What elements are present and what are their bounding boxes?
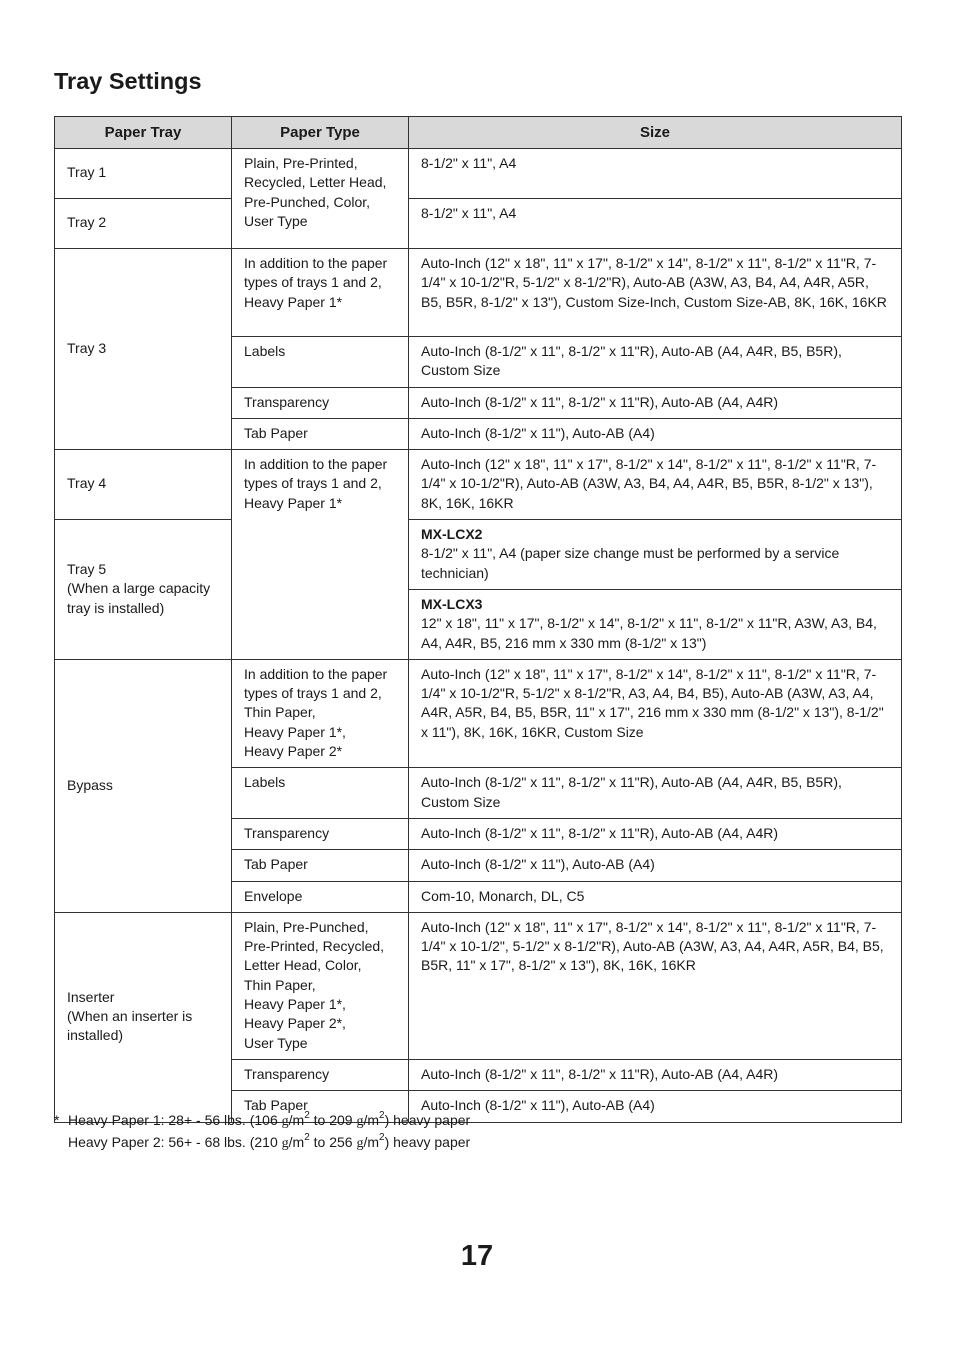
- footnote-line: [54, 1110, 470, 1132]
- type-line: In addition to the paper types of trays 1 and 2,: [244, 665, 388, 702]
- table-row: [55, 912, 902, 1059]
- table-row: [55, 659, 902, 767]
- type-line: Heavy Paper 1*,: [244, 996, 346, 1013]
- type-cell: [232, 659, 409, 767]
- footnote-part: to 209: [309, 1112, 357, 1128]
- unit-m: /m: [288, 1134, 305, 1150]
- unit-exponent: 2: [304, 1132, 310, 1144]
- type-cell: Transparency: [232, 1059, 409, 1090]
- footnote: [54, 1110, 470, 1154]
- size-cell: Com-10, Monarch, DL, C5: [409, 881, 902, 912]
- header-paper-tray: Paper Tray: [55, 117, 232, 149]
- header-paper-type: Paper Type: [232, 117, 409, 149]
- table-row: [55, 450, 902, 520]
- type-cell: Tab Paper: [232, 1091, 409, 1122]
- unit-g: g: [356, 1114, 364, 1129]
- tray-condition: (When an inserter is installed): [67, 1008, 193, 1044]
- unit-exponent: 2: [379, 1110, 385, 1122]
- size-text: 8-1/2" x 11", A4 (paper size change must be performed by a service technician): [421, 545, 840, 581]
- footnote-indent: [54, 1132, 68, 1154]
- tray-label: Tray 5: [67, 561, 107, 578]
- table-row: [55, 199, 902, 249]
- size-cell: Auto-Inch (12" x 18", 11" x 17", 8-1/2" x 14", 8-1/2" x 11", 8-1/2" x 11"R, 7-1/4" x 10-1/2"R, 5-1/2" x 8-1/2"R, A3, A4, B4, B5), Auto-AB (A3W, A3, A4, A4R, A5R, B4, B5, B5R, 11" x 17", 216 mm x 330 mm (8-1/2" x 13"), 8-1/2" x 11"), 8K, 16K, 16KR, Custom Size: [409, 659, 902, 767]
- type-line: User Type: [244, 1034, 308, 1051]
- footnote-part: Heavy Paper 1: 28+ - 56 lbs. (106: [68, 1112, 282, 1128]
- size-cell: Auto-Inch (12" x 18", 11" x 17", 8-1/2" x 14", 8-1/2" x 11", 8-1/2" x 11"R, 7-1/4" x 10-1/2"R, 5-1/2" x 8-1/2"R), Auto-AB (A3W, A3, B4, A4, A4R, A5R, B5, B5R, 8-1/2" x 13"), Custom Size-Inch, Custom Size-AB, 8K, 16K, 16KR: [409, 249, 902, 337]
- type-line: Thin Paper,: [244, 704, 316, 721]
- type-cell: Transparency: [232, 818, 409, 849]
- table-row: [55, 149, 902, 199]
- table-row: [55, 249, 902, 337]
- tray-cell: Tray 3: [55, 249, 232, 450]
- size-cell: Auto-Inch (12" x 18", 11" x 17", 8-1/2" x 14", 8-1/2" x 11", 8-1/2" x 11"R, 7-1/4" x 10-1/2", 5-1/2" x 8-1/2"R), Auto-AB (A3W, A3, A4, A4R, A5R, B4, B5, B5R, 11" x 17", 8-1/2" x 13"), 8K, 16K, 16KR: [409, 912, 902, 1059]
- type-cell: In addition to the paper types of trays 1 and 2, Heavy Paper 1*: [232, 249, 409, 337]
- unit-m: /m: [363, 1134, 380, 1150]
- tray-cell: Bypass: [55, 659, 232, 912]
- size-cell: 8-1/2" x 11", A4: [409, 149, 902, 199]
- unit-g: g: [281, 1114, 289, 1129]
- tray-cell: Tray 4: [55, 450, 232, 520]
- size-cell: Auto-Inch (12" x 18", 11" x 17", 8-1/2" x 14", 8-1/2" x 11", 8-1/2" x 11"R, 7-1/4" x 10-1/2"R), Auto-AB (A3W, A3, B4, A4, A4R, B5, B5R, 8-1/2" x 13"), 8K, 16K, 16KR: [409, 450, 902, 520]
- tray-cell: Tray 1: [55, 149, 232, 199]
- model-label: MX-LCX2: [421, 526, 483, 543]
- tray-settings-table: [54, 116, 902, 1123]
- unit-exponent: 2: [379, 1132, 385, 1144]
- type-cell: Transparency: [232, 387, 409, 418]
- size-cell: Auto-Inch (8-1/2" x 11"), Auto-AB (A4): [409, 418, 902, 449]
- tray-condition: (When a large capacity tray is installed): [67, 580, 211, 616]
- footnote-part: ) heavy paper: [384, 1112, 471, 1128]
- type-cell: Tab Paper: [232, 850, 409, 881]
- type-cell: In addition to the paper types of trays 1 and 2, Heavy Paper 1*: [232, 450, 409, 660]
- size-cell: Auto-Inch (8-1/2" x 11", 8-1/2" x 11"R), Auto-AB (A4, A4R, B5, B5R), Custom Size: [409, 768, 902, 819]
- footnote-mark: *: [54, 1112, 60, 1128]
- model-label: MX-LCX3: [421, 595, 483, 612]
- table-header-row: [55, 117, 902, 149]
- footnote-text: [68, 1132, 470, 1154]
- footnote-line: [54, 1132, 470, 1154]
- tray-cell: [55, 912, 232, 1122]
- type-cell: [232, 912, 409, 1059]
- page-title: Tray Settings: [54, 68, 202, 94]
- size-cell: Auto-Inch (8-1/2" x 11", 8-1/2" x 11"R), Auto-AB (A4, A4R): [409, 1059, 902, 1090]
- type-cell: Envelope: [232, 881, 409, 912]
- type-line: Heavy Paper 2*: [244, 743, 343, 760]
- type-cell: Plain, Pre-Printed, Recycled, Letter Head, Pre-Punched, Color, User Type: [232, 149, 409, 249]
- size-cell: [409, 520, 902, 590]
- table-row: [55, 520, 902, 590]
- size-cell: [409, 589, 902, 659]
- size-cell: 8-1/2" x 11", A4: [409, 199, 902, 249]
- size-cell: Auto-Inch (8-1/2" x 11"), Auto-AB (A4): [409, 850, 902, 881]
- unit-g: g: [356, 1136, 364, 1151]
- type-cell: Labels: [232, 337, 409, 388]
- type-cell: Tab Paper: [232, 418, 409, 449]
- type-cell: Labels: [232, 768, 409, 819]
- unit-m: /m: [288, 1112, 305, 1128]
- unit-m: /m: [363, 1112, 380, 1128]
- footnote-part: to 256: [309, 1134, 357, 1150]
- size-cell: Auto-Inch (8-1/2" x 11", 8-1/2" x 11"R), Auto-AB (A4, A4R, B5, B5R), Custom Size: [409, 337, 902, 388]
- footnote-part: Heavy Paper 2: 56+ - 68 lbs. (210: [68, 1134, 282, 1150]
- type-line: Plain, Pre-Punched, Pre-Printed, Recycled, Letter Head, Color,: [244, 918, 385, 974]
- tray-label: Inserter: [67, 988, 115, 1005]
- size-cell: Auto-Inch (8-1/2" x 11", 8-1/2" x 11"R), Auto-AB (A4, A4R): [409, 818, 902, 849]
- tray-cell: Tray 2: [55, 199, 232, 249]
- type-line: Heavy Paper 2*,: [244, 1015, 346, 1032]
- size-cell: Auto-Inch (8-1/2" x 11"), Auto-AB (A4): [409, 1091, 902, 1122]
- header-size: Size: [409, 117, 902, 149]
- size-cell: Auto-Inch (8-1/2" x 11", 8-1/2" x 11"R), Auto-AB (A4, A4R): [409, 387, 902, 418]
- footnote-text: [68, 1110, 470, 1132]
- type-line: Heavy Paper 1*,: [244, 723, 346, 740]
- size-text: 12" x 18", 11" x 17", 8-1/2" x 14", 8-1/2" x 11", 8-1/2" x 11"R, A3W, A3, B4, A4, A4R, B5, 216 mm x 330 mm (8-1/2" x 13"): [421, 615, 877, 651]
- unit-g: g: [281, 1136, 289, 1151]
- type-line: Thin Paper,: [244, 976, 316, 993]
- unit-exponent: 2: [304, 1110, 310, 1122]
- footnote-part: ) heavy paper: [384, 1134, 471, 1150]
- tray-cell: [55, 520, 232, 660]
- page-number: 17: [460, 1240, 494, 1272]
